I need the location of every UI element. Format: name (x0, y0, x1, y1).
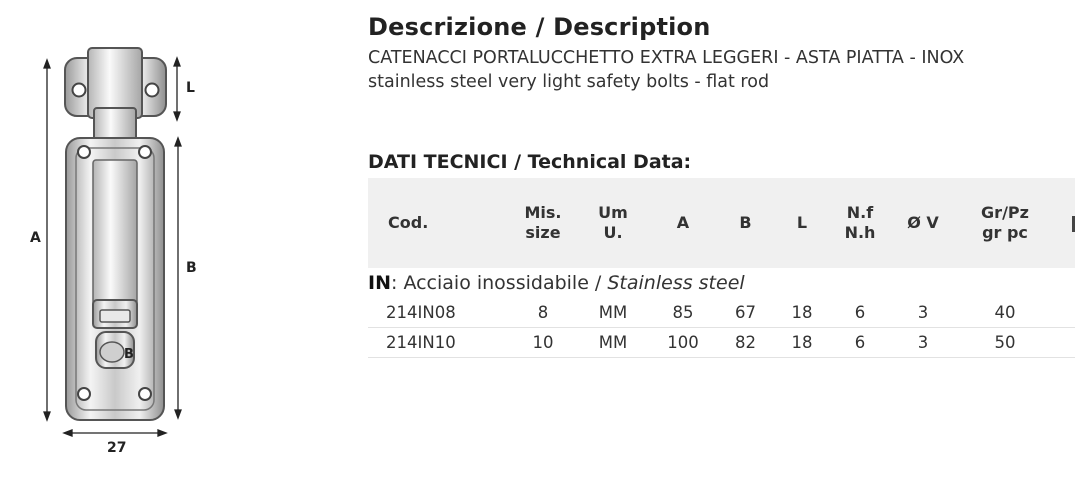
cell-gr: 40 (994, 303, 1016, 322)
header-nf: N.f N.h (844, 203, 876, 242)
material-italian: Acciaio inossidabile / (403, 272, 608, 294)
cell-nf: 6 (854, 333, 866, 352)
cell-mis: 10 (532, 333, 554, 352)
header-mis: Mis. size (524, 203, 562, 242)
header-gr: Gr/Pz gr pc (981, 203, 1029, 242)
base-plate (66, 138, 164, 420)
cell-um: MM (598, 333, 628, 352)
product-illustration (0, 0, 340, 496)
header-um: Um U. (598, 203, 628, 242)
material-group-heading (368, 272, 745, 294)
dim-label-l: L (186, 80, 195, 96)
description-title: Descrizione / Description (368, 13, 711, 41)
cell-a: 85 (672, 303, 694, 322)
material-separator: : (390, 272, 404, 294)
cell-nf: 6 (854, 303, 866, 322)
cell-um: MM (598, 303, 628, 322)
material-english: Stainless steel (607, 272, 745, 294)
cell-dv: 3 (917, 333, 929, 352)
table-row (368, 328, 1075, 358)
cell-mis: 8 (537, 303, 549, 322)
cell-dv: 3 (917, 303, 929, 322)
description-italian: CATENACCI PORTALUCCHETTO EXTRA LEGGERI - ASTA PIATTA - INOX (368, 48, 965, 68)
technical-data-title: DATI TECNICI / Technical Data: (368, 151, 692, 173)
dim-label-width: 27 (107, 440, 127, 456)
cell-cod: 214IN10 (386, 333, 456, 352)
header-cod: Cod. (388, 213, 429, 232)
cell-cod: 214IN08 (386, 303, 456, 322)
dim-label-a: A (30, 230, 41, 246)
dim-label-b-small: B (124, 347, 134, 362)
cell-l: 18 (791, 303, 813, 322)
header-dv: Ø V (907, 213, 939, 232)
table-row (368, 298, 1075, 328)
dim-label-b: B (186, 260, 197, 276)
cell-a: 100 (667, 333, 699, 352)
cell-l: 18 (791, 333, 813, 352)
table-header (368, 178, 1075, 268)
material-code: IN (368, 272, 391, 294)
header-a: A (676, 213, 690, 232)
description-english: stainless steel very light safety bolts - flat rod (368, 72, 770, 92)
cell-b: 82 (735, 333, 756, 352)
cell-b: 67 (735, 303, 756, 322)
header-b: B (739, 213, 752, 232)
header-l: L (796, 213, 808, 232)
cell-gr: 50 (994, 333, 1016, 352)
